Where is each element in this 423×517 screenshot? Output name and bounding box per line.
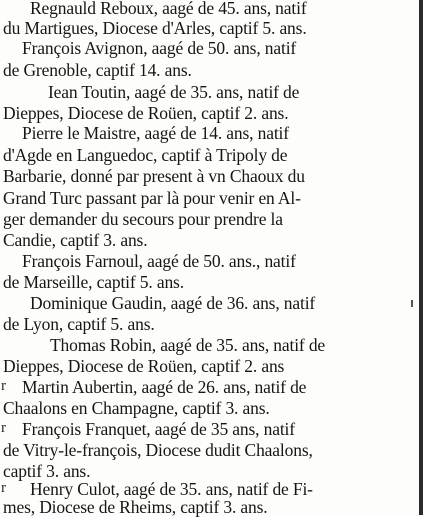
text-line: Dieppes, Diocese de Roüen, captif 2. ans. [3,103,289,123]
text-line: de Vitry-le-françois, Diocese dudit Chaalons, [3,440,313,460]
text-line: Thomas Robin, aagé de 35. ans, natif de [50,335,326,355]
text-line: François Franquet, aagé de 35 ans, natif [22,419,295,439]
text-line: Iean Toutin, aagé de 35. ans, natif de [48,82,300,102]
text-line: de Marseille, captif 5. ans. [3,272,184,292]
text-line: ger demander du secours pour prendre la [3,209,283,229]
text-line: Henry Culot, aagé de 35. ans, natif de Fi- [30,479,313,499]
text-line: Dieppes, Diocese de Roüen, captif 2. ans [3,356,285,376]
margin-mark: r [1,378,6,394]
text-line: Dominique Gaudin, aagé de 36. ans, natif [30,293,316,313]
text-line: Pierre le Maistre, aagé de 14. ans, natif [22,123,289,143]
margin-mark: r [1,480,6,496]
text-line: Martin Aubertin, aagé de 26. ans, natif de [22,377,307,397]
text-line: Regnauld Reboux, aagé de 45. ans, natif [30,0,307,18]
text-line: Grand Turc passant par là pour venir en Al- [3,188,301,208]
text-line: de Grenoble, captif 14. ans. [3,60,192,80]
text-line: mes, Diocese de Rheims, captif 3. ans. [3,497,268,517]
text-line: François Farnoul, aagé de 50. ans., natif [22,251,296,271]
ink-speck [411,300,413,307]
text-line: Chaalons en Champagne, captif 3. ans. [3,398,270,418]
text-line: de Lyon, captif 5. ans. [3,314,155,334]
text-line: du Martigues, Diocese d'Arles, captif 5. ans. [3,18,307,38]
text-line: Barbarie, donné par present à vn Chaoux du [3,166,305,186]
margin-mark: r [1,420,6,436]
text-line: François Avignon, aagé de 50. ans, natif [22,38,297,58]
text-line: d'Agde en Languedoc, captif à Tripoly de [3,145,288,165]
text-line: captif 3. ans. [3,461,91,481]
text-line: Candie, captif 3. ans. [3,230,148,250]
page-edge [419,0,423,515]
